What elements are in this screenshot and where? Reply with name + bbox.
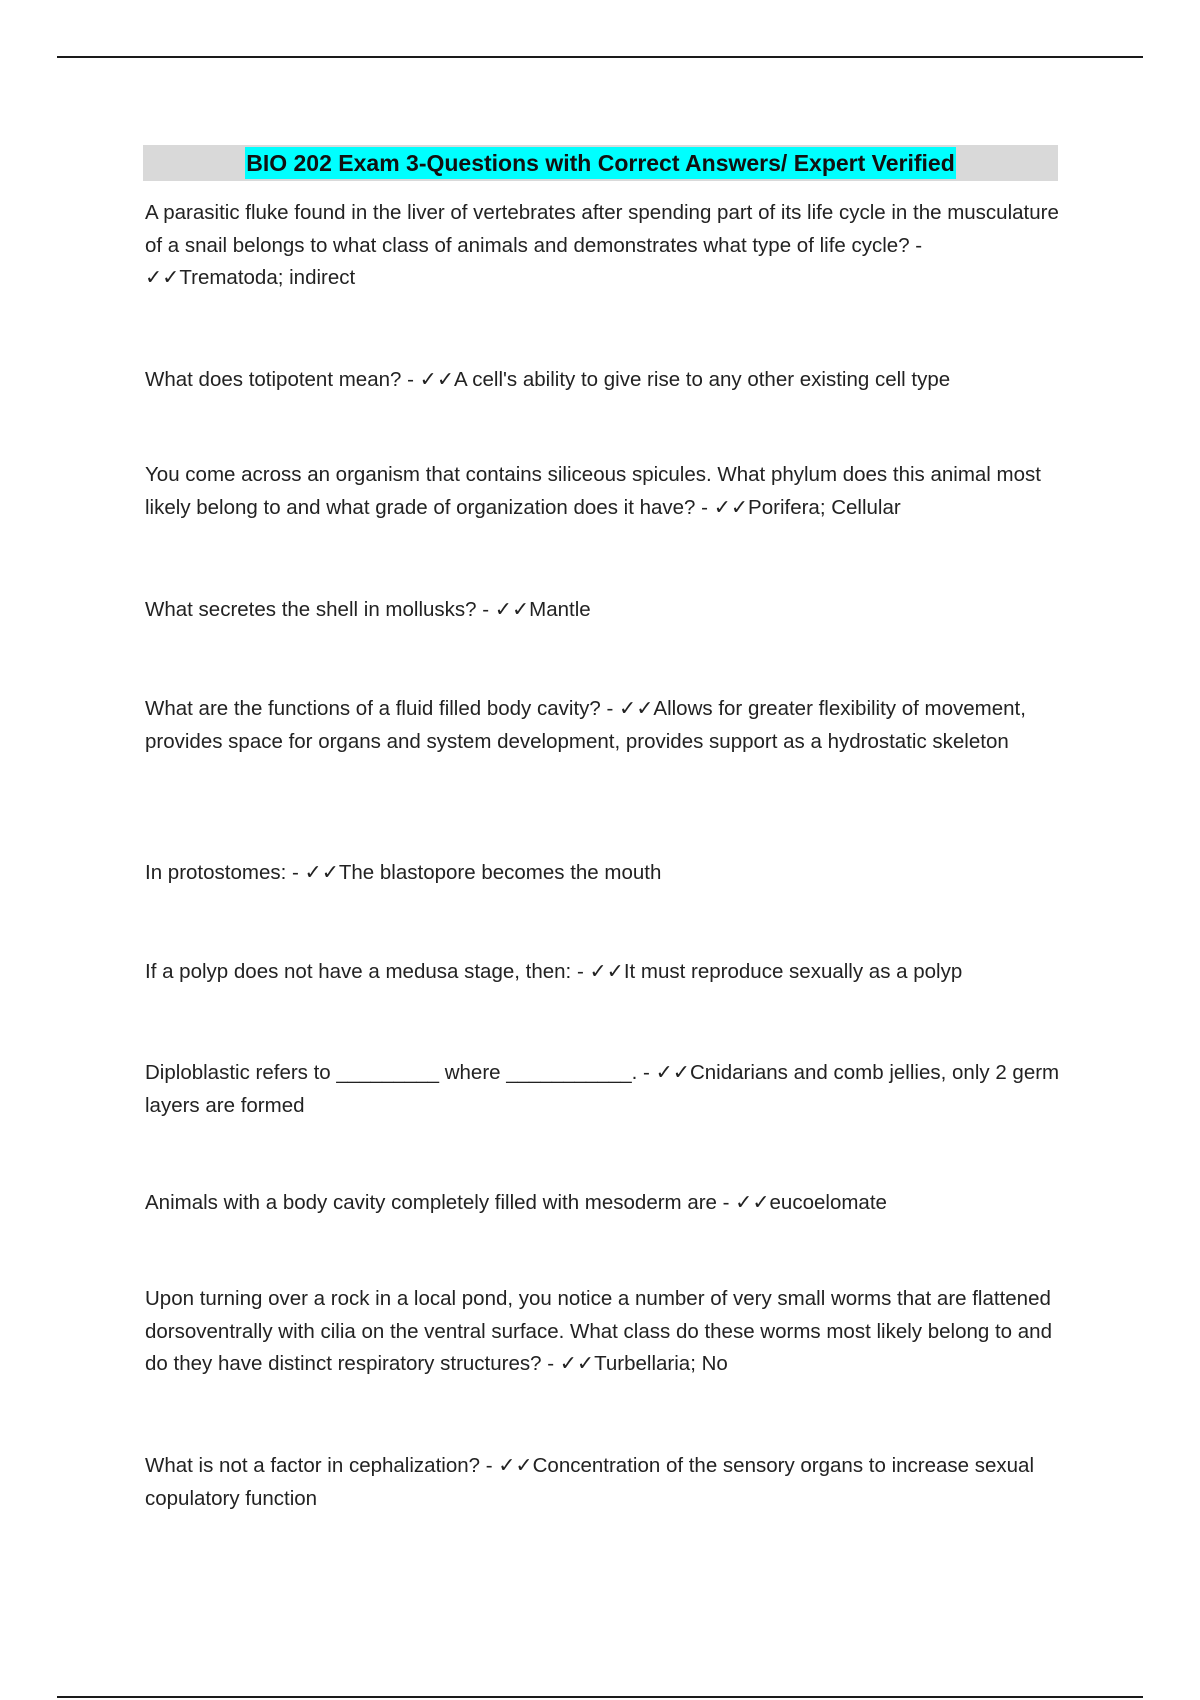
question-text: In protostomes: xyxy=(145,861,287,884)
answer-text: The blastopore becomes the mouth xyxy=(338,861,662,884)
check-mark-icon: ✓✓ xyxy=(735,1191,770,1214)
check-mark-icon: ✓✓ xyxy=(419,368,454,391)
separator: - xyxy=(695,495,714,519)
answer-text: It must reproduce sexually as a polyp xyxy=(623,960,963,983)
separator: - xyxy=(637,1061,656,1084)
answer-text: Allows for greater flexibility of movement, provides space for organs and system development, provides support as a hydrostatic skeleton xyxy=(145,697,1026,753)
answer-text: Mantle xyxy=(529,598,591,621)
answer-text: A cell's ability to give rise to any other existing cell type xyxy=(454,368,951,391)
qa-item-6 xyxy=(145,857,1060,890)
check-mark-icon: ✓✓ xyxy=(589,960,624,983)
check-mark-icon: ✓✓ xyxy=(304,861,339,884)
qa-item-11 xyxy=(145,1450,1060,1515)
qa-item-10 xyxy=(145,1283,1060,1381)
question-text: What is not a factor in cephalization? xyxy=(145,1454,481,1477)
question-text: What are the functions of a fluid filled body cavity? xyxy=(145,697,601,720)
answer-text: Turbellaria; No xyxy=(594,1352,728,1375)
separator: - xyxy=(541,1352,560,1375)
qa-item-1 xyxy=(145,197,1060,295)
check-mark-icon: ✓✓ xyxy=(619,697,654,720)
qa-item-7 xyxy=(145,956,1060,989)
question-text: If a polyp does not have a medusa stage, then: xyxy=(145,960,572,983)
check-mark-icon: ✓✓ xyxy=(494,598,530,621)
check-mark-icon: ✓✓ xyxy=(498,1454,533,1477)
check-mark-icon: ✓✓ xyxy=(145,266,180,289)
question-text: Diploblastic refers to _________ where ___________. xyxy=(145,1061,638,1084)
qa-item-8 xyxy=(145,1057,1060,1122)
answer-text: Cnidarians and comb jellies, only 2 germ layers are formed xyxy=(145,1061,1060,1117)
check-mark-icon: ✓✓ xyxy=(655,1061,690,1084)
separator: - xyxy=(571,960,590,983)
question-text: A parasitic fluke found in the liver of vertebrates after spending part of its life cycle in the musculature of a snail belongs to what class of animals and demonstrates what type of life cycle? xyxy=(145,201,1059,257)
qa-item-2 xyxy=(145,364,1060,397)
qa-item-9 xyxy=(145,1187,1060,1220)
qa-item-4 xyxy=(145,594,1060,627)
separator: - xyxy=(401,368,420,391)
question-text: Animals with a body cavity completely filled with mesoderm are xyxy=(145,1191,717,1214)
question-text: You come across an organism that contains siliceous spicules. What phylum does this animal most likely belong to and what grade of organization does it have? xyxy=(145,463,1041,519)
question-text: What does totipotent mean? xyxy=(145,368,402,391)
separator: - xyxy=(480,1454,499,1477)
separator: - xyxy=(600,697,620,720)
check-mark-icon: ✓✓ xyxy=(713,495,749,519)
page-bottom-rule xyxy=(57,1696,1143,1698)
qa-item-5 xyxy=(145,693,1060,758)
separator: - xyxy=(716,1191,736,1214)
answer-text: Concentration of the sensory organs to increase sexual copulatory function xyxy=(145,1454,1035,1510)
check-mark-icon: ✓✓ xyxy=(559,1352,595,1375)
question-text: Upon turning over a rock in a local pond, you notice a number of very small worms that are flattened dorsoventrally with cilia on the ventral surface. What class do these worms most likely belong to and do they have distinct respiratory structures? xyxy=(145,1287,1052,1375)
separator: - xyxy=(909,233,923,257)
answer-text: eucoelomate xyxy=(769,1191,887,1214)
qa-item-3 xyxy=(145,459,1060,524)
answer-text: Porifera; Cellular xyxy=(748,495,901,519)
separator: - xyxy=(476,598,495,621)
separator: - xyxy=(286,861,305,884)
question-text: What secretes the shell in mollusks? xyxy=(145,598,477,621)
document-title: BIO 202 Exam 3-Questions with Correct Answers/ Expert Verified xyxy=(245,147,956,179)
title-bar xyxy=(143,145,1058,181)
answer-text: Trematoda; indirect xyxy=(179,266,356,289)
page-top-rule xyxy=(57,56,1143,58)
